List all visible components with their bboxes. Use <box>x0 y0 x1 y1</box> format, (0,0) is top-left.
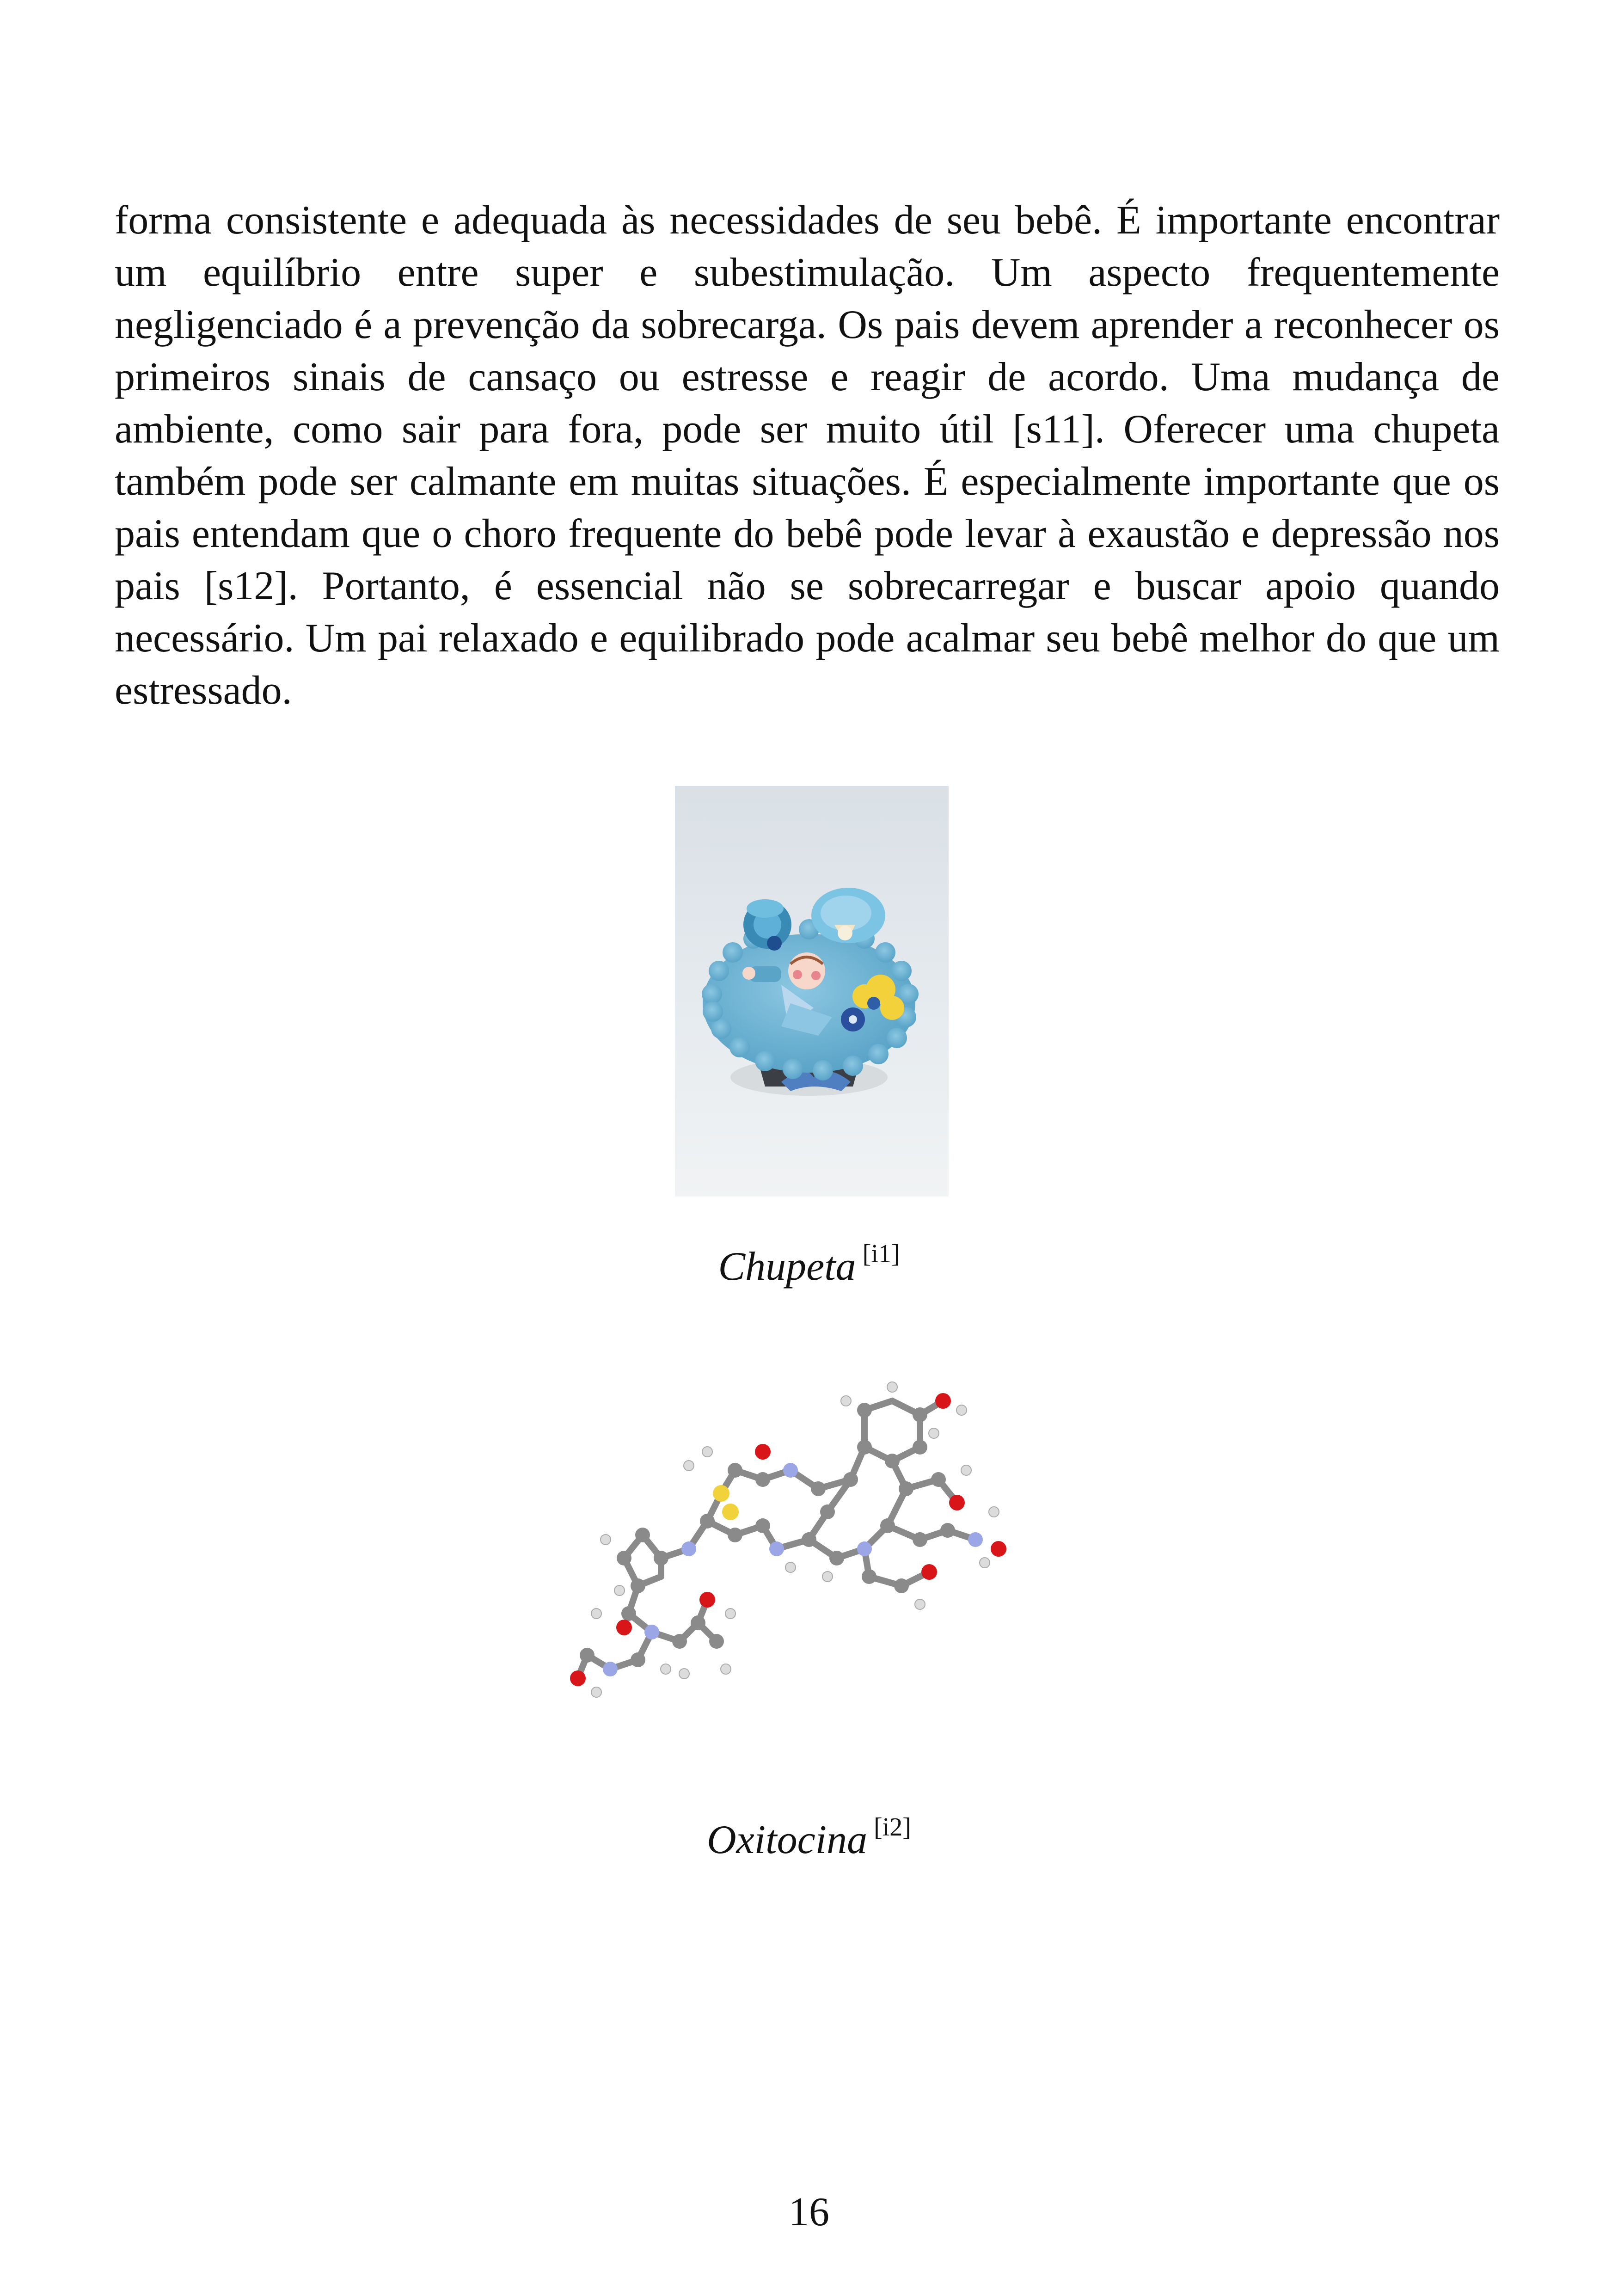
image-reference[interactable]: [i1] <box>862 1240 900 1268</box>
oxytocin-molecule-model <box>569 1373 1059 1752</box>
page-number: 16 <box>789 2190 829 2235</box>
body-paragraph: forma consistente e adequada às necessidades de seu bebê. É importante encontrar um equilíbrio entre super e subestimulação. Um aspecto frequentemente negligenciado é a prevenção da sobrecarga. Os pais devem aprender a reconhecer os primeiros sinais de cansaço ou estresse e reagir de acordo. Uma mudança de ambiente, como sair para fora, pode ser muito útil [s11]. Oferecer uma chupeta também pode ser calmante em muitas situações. É especialmente importante que os pais entendam que o choro frequente do bebê pode levar à exaustão e depressão nos pais [s12]. Portanto, é essencial não se sobrecarregar e buscar apoio quando necessário. Um pai relaxado e equilibrado pode acalmar seu bebê melhor do que um estressado. <box>115 198 1500 713</box>
image-reference[interactable]: [i2] <box>874 1813 911 1842</box>
pacifier-cupcake-photo <box>675 786 949 1197</box>
figure-caption-pacifier <box>0 1240 1618 1290</box>
caption-text: Chupeta <box>718 1244 856 1289</box>
caption-text: Oxitocina <box>707 1817 868 1862</box>
figure-caption-oxytocin <box>0 1813 1618 1863</box>
